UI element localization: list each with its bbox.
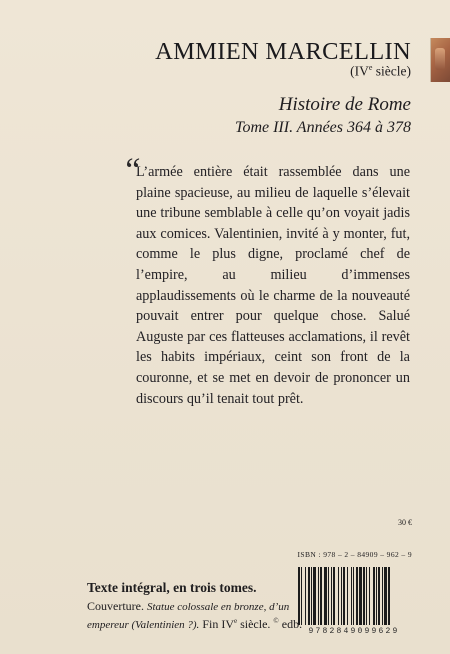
edition-note: Texte intégral, en trois tomes. [87,580,257,595]
barcode-bar [369,567,370,625]
barcode-digits: 9782849099629 [308,627,400,636]
barcode-bar [353,567,354,625]
barcode-bar [313,567,316,625]
barcode-bar [382,567,383,625]
price-label: 30 € [398,518,412,527]
barcode-bar [308,567,310,625]
barcode-bar [359,567,362,625]
cover-credit-line-2: empereur (Valentinien ?). Fin IVe siècle. © edb. [87,617,303,631]
barcode-bar [343,567,345,625]
barcode-bar [311,567,312,625]
barcode-bar [333,567,335,625]
barcode-bar [305,567,306,625]
quote-mark-icon: “ [122,152,141,189]
barcode-bar [356,567,358,625]
barcode-bar [341,567,342,625]
barcode-bar [363,567,365,625]
barcode-bar [388,567,390,625]
author-century: (IVe siècle) [350,63,411,79]
barcode-bar [338,567,339,625]
barcode-bar [376,567,377,625]
barcode-bar [324,567,327,625]
barcode-bar [351,567,352,625]
quote-excerpt: L’armée entière était rassemblée dans une plaine spacieuse, au milieu de laquelle s’élevait une tribune semblable à celle qu’on voyait jadis aux comices. Valentinien, invité à y monter, fut, comme le plus digne, proclamé chef de l’empire, au milieu d’immenses applaudissements où le charme de la nouveauté pouvait entrer pour quelque chose. Salué Auguste par ces flatteuses acclamations, il revêt les habits impériaux, ceint son front de la couronne, et se met en devoir de prononcer un discours qu’il tenait tout prêt. [136,164,410,407]
barcode-bar [318,567,319,625]
barcode-bar [378,567,380,625]
barcode-bar [331,567,332,625]
barcode-bar [373,567,375,625]
isbn-label: ISBN : 978 – 2 – 84909 – 962 – 9 [297,550,412,559]
barcode-bar [347,567,348,625]
book-subtitle: Tome III. Années 364 à 378 [235,119,411,136]
barcode-bar [328,567,329,625]
barcode-bar [320,567,322,625]
barcode-icon [294,567,414,625]
book-title: Histoire de Rome [278,94,411,115]
barcode-bar [384,567,387,625]
author-name: AMMIEN MARCELLIN [155,38,411,65]
cover-thumbnail-image [430,38,450,82]
barcode-bar [366,567,367,625]
cover-credit-line-1: Couverture. Statue colossale en bronze, d’un [87,599,290,613]
